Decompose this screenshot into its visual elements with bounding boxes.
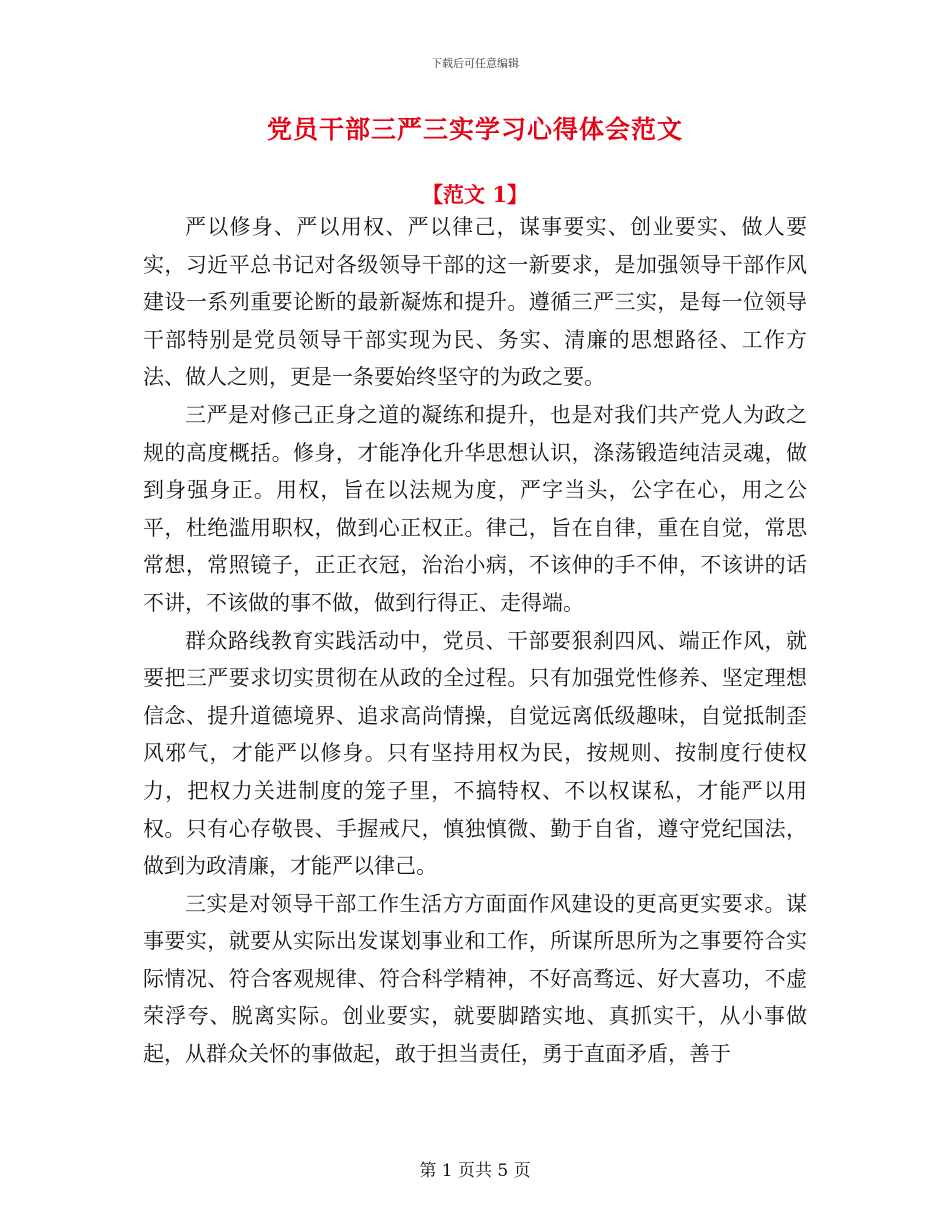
page-number: 第 1 页共 5 页: [419, 1161, 531, 1181]
header-note: 下载后可任意编辑: [431, 57, 519, 70]
document-body: [143, 209, 807, 1074]
paragraph-2: 三严是对修己正身之道的凝练和提升，也是对我们共产党人为政之规的高度概括。修身，才能净化升华思想认识，涤荡锻造纯洁灵魂，做到身强身正。用权，旨在以法规为度，严字当头，公字在心，用之公平，杜绝滥用职权，做到心正权正。律己，旨在自律，重在自觉，常思常想，常照镜子，正正衣冠，治治小病，不该伸的手不伸，不该讲的话不讲，不该做的事不做，做到行得正、走得端。: [143, 402, 807, 615]
paragraph-1: 严以修身、严以用权、严以律己，谋事要实、创业要实、做人要实，习近平总书记对各级领导干部的这一新要求，是加强领导干部作风建设一系列重要论断的最新凝炼和提升。遵循三严三实，是每一位领导干部特别是党员领导干部实现为民、务实、清廉的思想路径、工作方法、做人之则，更是一条要始终坚守的为政之要。: [143, 215, 807, 390]
section-heading: 【范文 1】: [422, 182, 528, 207]
paragraph-4: 三实是对领导干部工作生活方方面面作风建设的更高更实要求。谋事要实，就要从实际出发谋划事业和工作，所谋所思所为之事要符合实际情况、符合客观规律、符合科学精神，不好高骛远、好大喜功，不虚荣浮夸、脱离实际。创业要实，就要脚踏实地、真抓实干，从小事做起，从群众关怀的事做起，敢于担当责任，勇于直面矛盾，善于: [143, 891, 807, 1067]
document-title: 党员干部三严三实学习心得体会范文: [266, 115, 683, 144]
paragraph-3: 群众路线教育实践活动中，党员、干部要狠刹四风、端正作风，就要把三严要求切实贯彻在从政的全过程。只有加强党性修养、坚定理想信念、提升道德境界、追求高尚情操，自觉远离低级趣味，自觉抵制歪风邪气，才能严以修身。只有坚持用权为民，按规则、按制度行使权力，把权力关进制度的笼子里，不搞特权、不以权谋私，才能严以用权。只有心存敬畏、手握戒尺，慎独慎微、勤于自省，遵守党纪国法，做到为政清廉，才能严以律己。: [143, 628, 807, 879]
